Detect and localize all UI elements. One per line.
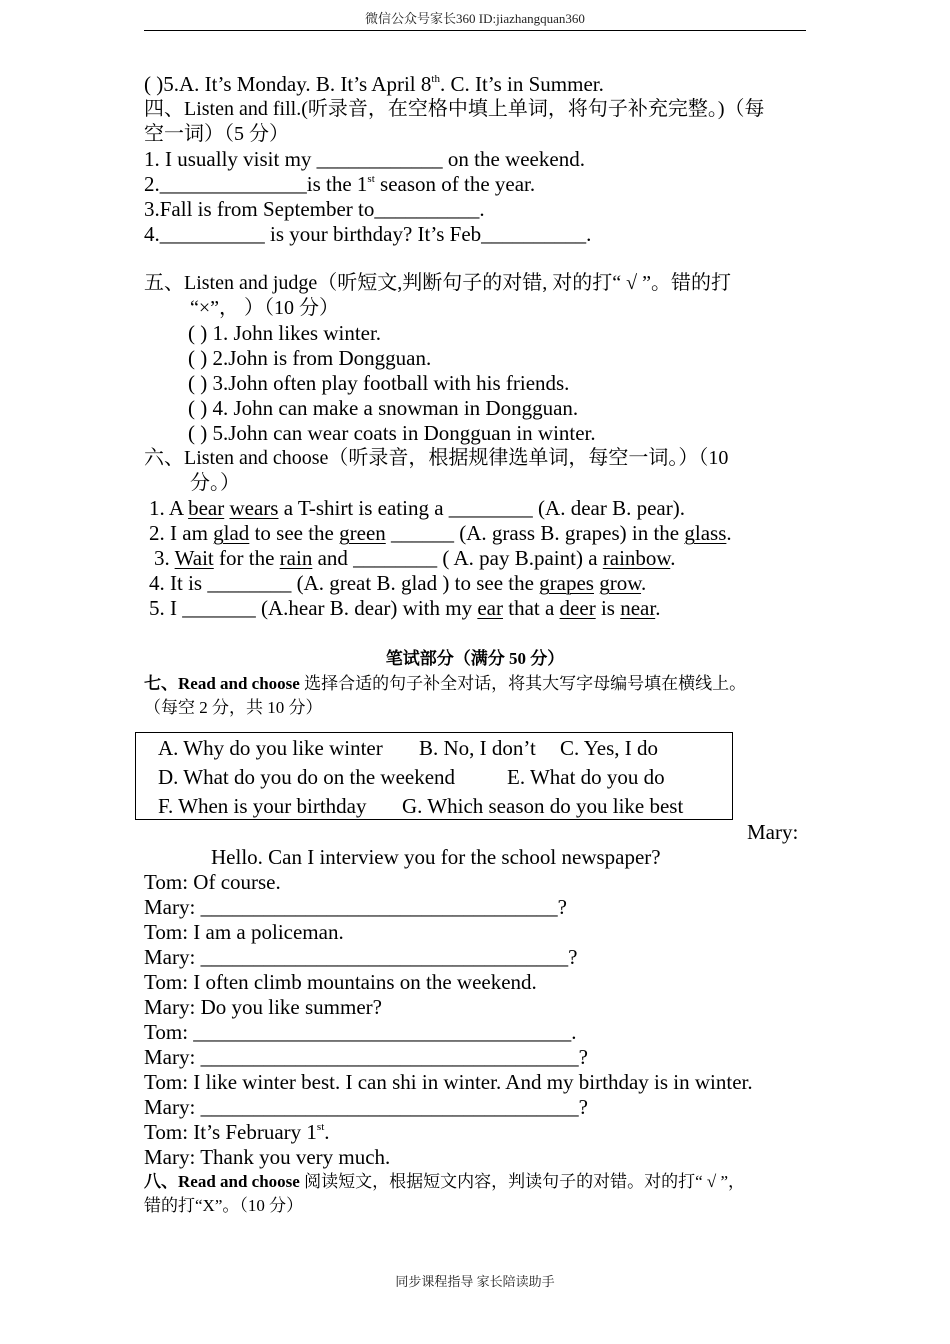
c5-t6: . [655,596,661,620]
q5-sup: th [431,73,440,85]
q5-text-end: . C. It’s in Summer. [439,72,604,96]
section-7-title [144,671,746,696]
c1-t4: a T-shirt is eating a ________ (A. dear B. pear). [278,496,685,520]
c2-t2: to see the [249,521,340,545]
fill-q2-text: 2.______________is the 1 [144,172,368,196]
fill-q2-sup: st [367,173,375,185]
option-a: A. Why do you like winter [158,736,383,760]
c5-t2: that a [502,596,560,620]
l11-text: Tom: It’s February 1 [144,1120,317,1144]
section-8-title-cont: 错的打“X”。（10 分） [144,1196,304,1215]
c3-u1: Wait [174,546,214,570]
c3-t4: and ________ ( A. pay B.paint) a [312,546,603,570]
c3-u5: rainbow [602,546,671,570]
dialog-line-5: Tom: I often climb mountains on the weekend. [144,970,537,994]
sec7-title-rest: 选择合适的句子补全对话，将其大写字母编号填在横线上。 [299,674,747,693]
dialog-line-7: Tom: ____________________________________. [144,1020,577,1044]
dialog-line-8: Mary: ____________________________________? [144,1045,588,1069]
c2-u1: glad [213,521,250,545]
section-4-title: 四、Listen and fill.(听录音，在空格中填上单词，将句子补充完整。)（每 [144,98,765,120]
c1-u1: bear [188,496,225,520]
judge-item-2: ( ) 2.John is from Dongguan. [188,346,432,370]
section-7-title-cont: （每空 2 分，共 10 分） [144,698,323,717]
section-6-title: 六、Listen and choose（听录音，根据规律选单词，每空一词。）（10 [144,447,729,469]
c3-t2: for the [213,546,280,570]
choose-question-3 [154,546,675,571]
option-g: G. Which season do you like best [402,794,684,818]
c3-u3: rain [279,546,313,570]
c5-u3: deer [559,596,596,620]
fill-question-3: 3.Fall is from September to__________. [144,197,485,221]
c5-t4: is [595,596,621,620]
dialog-line-9: Tom: I like winter best. I can shi in winter. And my birthday is in winter. [144,1070,753,1094]
fill-question-2 [144,172,535,197]
option-e: E. What do you do [507,765,665,789]
dialog-line-2: Mary: __________________________________? [144,895,567,919]
option-c: C. Yes, I do [560,736,659,760]
c4-t0: 4. It is ________ (A. great B. glad ) to see the [149,571,540,595]
option-b: B. No, I don’t [419,736,536,760]
options-box [135,732,733,820]
dialog-line-3: Tom: I am a policeman. [144,920,344,944]
judge-item-4: ( ) 4. John can make a snowman in Dongguan. [188,396,579,420]
fill-q2-end: season of the year. [374,172,536,196]
dialog-line-1: Tom: Of course. [144,870,281,894]
c4-t4: . [641,571,647,595]
l11-sup: st [316,1121,325,1133]
q5-text: ( )5.A. It’s Monday. B. It’s April 8 [144,72,432,96]
sec7-title-bold: 七、Read and choose [144,674,300,693]
section-8-title [144,1169,745,1194]
choose-question-4 [149,571,646,596]
c1-u3: wears [229,496,279,520]
mary-label: Mary: [747,820,799,844]
sec8-title-rest: 阅读短文，根据短文内容，判读句子的对错。对的打“ √ ”， [299,1172,746,1191]
question-5-line [144,72,604,97]
c4-u3: grow [599,571,642,595]
c2-u3: green [339,521,386,545]
dialog-line-11 [144,1120,330,1145]
section-5-title-cont: “×”， ）（10 分） [190,297,340,319]
choose-question-2 [149,521,732,546]
c2-t4: ______ (A. grass B. grapes) in the [385,521,685,545]
c5-t0: 5. I _______ (A.hear B. dear) with my [149,596,478,620]
choose-question-5 [149,596,660,621]
c1-t0: 1. A [149,496,189,520]
c4-u1: grapes [539,571,594,595]
page-header: 微信公众号家长360 ID:jiazhangquan360 [144,8,806,31]
c5-u5: near [620,596,656,620]
dialog-line-6: Mary: Do you like summer? [144,995,382,1019]
section-4-title-cont: 空一词）（5 分） [144,123,289,145]
page-footer: 同步课程指导 家长陪读助手 [395,1274,555,1289]
option-d: D. What do you do on the weekend [158,765,456,789]
section-5-title: 五、Listen and judge（听短文,判断句子的对错, 对的打“ √ ”。错的打 [144,272,732,294]
c3-t6: . [670,546,676,570]
judge-item-1: ( ) 1. John likes winter. [188,321,382,345]
c5-u1: ear [477,596,503,620]
l11-end: . [324,1120,330,1144]
c2-t0: 2. I am [149,521,214,545]
fill-question-1: 1. I usually visit my ____________ on the weekend. [144,147,585,171]
written-part-title: 笔试部分（满分 50 分） [385,649,565,668]
judge-item-5: ( ) 5.John can wear coats in Dongguan in winter. [188,421,596,445]
dialog-line-0: Hello. Can I interview you for the school newspaper? [211,845,661,869]
dialog-line-12: Mary: Thank you very much. [144,1145,391,1169]
sec8-title-bold: 八、Read and choose [144,1172,300,1191]
judge-item-3: ( ) 3.John often play football with his friends. [188,371,570,395]
option-f: F. When is your birthday [158,794,367,818]
c2-u5: glass [684,521,727,545]
dialog-line-4: Mary: ___________________________________? [144,945,578,969]
section-6-title-cont: 分。） [190,472,240,494]
fill-question-4: 4.__________ is your birthday? It’s Feb__________. [144,222,592,246]
choose-question-1 [149,496,685,521]
c2-t6: . [726,521,732,545]
c3-t0: 3. [154,546,175,570]
dialog-line-10: Mary: ____________________________________? [144,1095,588,1119]
